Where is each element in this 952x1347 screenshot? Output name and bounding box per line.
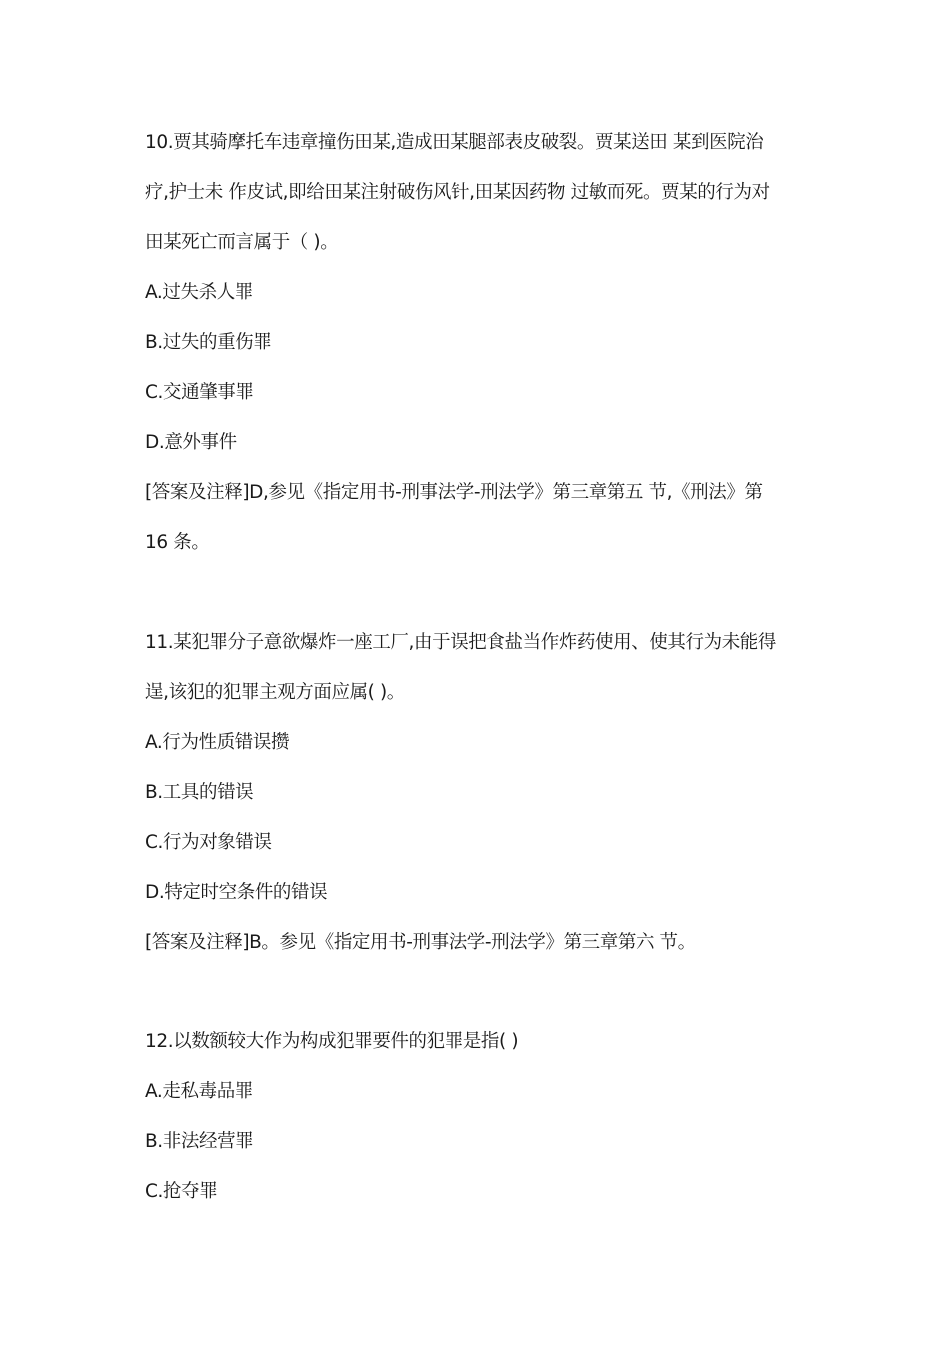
option-d: D.特定时空条件的错误	[145, 882, 328, 903]
question-10	[145, 122, 815, 572]
option-c: C.抢夺罪	[145, 1181, 218, 1202]
question-stem-line: 田某死亡而言属于（ )。	[145, 232, 339, 253]
option-a: A.走私毒品罪	[145, 1081, 253, 1102]
answer-line: [答案及注释]B。参见《指定用书-刑事法学-刑法学》第三章第六 节。	[145, 932, 696, 953]
option-b: B.非法经营罪	[145, 1131, 254, 1152]
option-c: C.行为对象错误	[145, 832, 272, 853]
question-stem-line: 12.以数额较大作为构成犯罪要件的犯罪是指( )	[145, 1031, 519, 1052]
spacer	[145, 572, 815, 622]
spacer	[145, 972, 815, 1021]
option-b: B.过失的重伤罪	[145, 332, 272, 353]
option-a: A.行为性质错误攒	[145, 732, 290, 753]
option-a: A.过失杀人罪	[145, 282, 253, 303]
question-11	[145, 622, 815, 972]
answer-line: 16 条。	[145, 532, 210, 553]
question-stem-line: 逞,该犯的犯罪主观方面应属( )。	[145, 682, 405, 703]
option-b: B.工具的错误	[145, 782, 254, 803]
document-content	[145, 122, 815, 1221]
question-12	[145, 1021, 815, 1221]
answer-line: [答案及注释]D,参见《指定用书-刑事法学-刑法学》第三章第五 节,《刑法》第	[145, 482, 763, 503]
option-d: D.意外事件	[145, 432, 237, 453]
option-c: C.交通肇事罪	[145, 382, 254, 403]
question-stem-line: 疗,护士未 作皮试,即给田某注射破伤风针,田某因药物 过敏而死。贾某的行为对	[145, 182, 770, 203]
question-stem-line: 10.贾其骑摩托车违章撞伤田某,造成田某腿部表皮破裂。贾某送田 某到医院治	[145, 132, 764, 153]
question-stem-line: 11.某犯罪分子意欲爆炸一座工厂,由于误把食盐当作炸药使用、使其行为未能得	[145, 632, 777, 653]
